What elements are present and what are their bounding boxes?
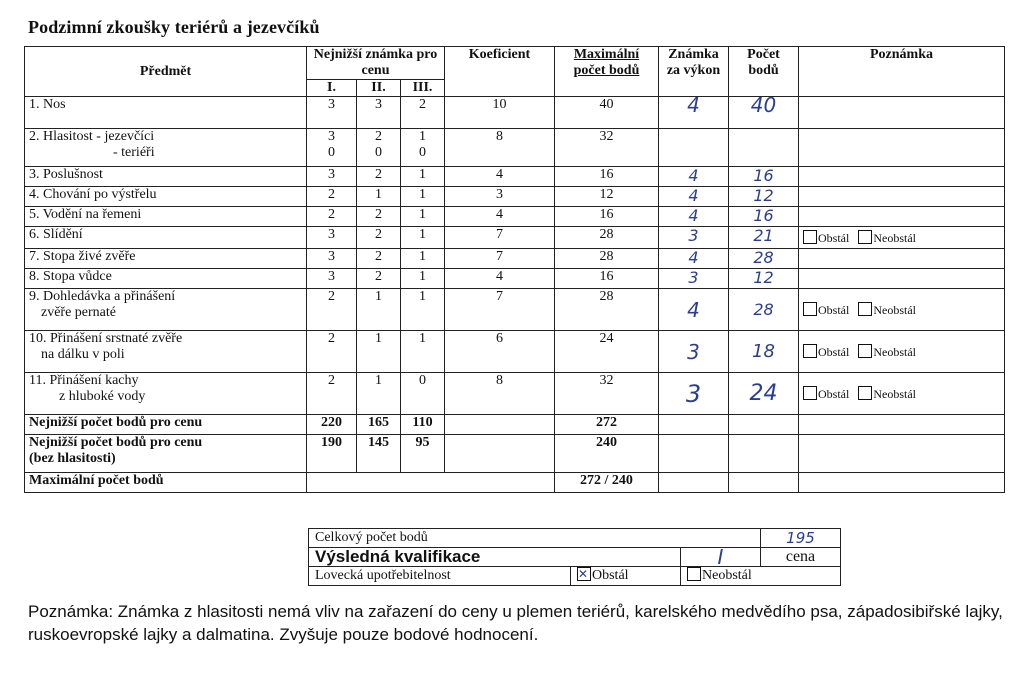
row-subject: 8. Stopa vůdce [25, 269, 307, 289]
empty-cell [729, 435, 799, 473]
table-row [25, 207, 1005, 227]
empty-cell [659, 415, 729, 435]
row-grade-handwritten: 4 [659, 187, 729, 207]
table-row [25, 269, 1005, 289]
row-grade-I: 2 [307, 187, 357, 207]
row-grade-III: 1 [401, 249, 445, 269]
header-subject: Předmět [25, 47, 307, 97]
footnote: Poznámka: Známka z hlasitosti nemá vliv na zařazení do ceny u plemen teriérů, karelského medvědího psa, západosibiřské lajky, ruskoevropské lajky a dalmatina. Zvyšuje pouze bodové hodnocení. [28, 602, 1003, 644]
scores-table [24, 46, 1005, 493]
obstal-checkbox[interactable] [803, 302, 817, 316]
row-subject-line1: 11. Přinášení kachy [29, 373, 139, 388]
empty-cell [307, 473, 555, 493]
row-grade-II: 1 [357, 373, 401, 415]
hunting-neobstal-cell [681, 567, 841, 586]
total-points-label: Celkový počet bodů [309, 529, 761, 548]
row-grade-II: 2 [357, 207, 401, 227]
value: 2 [375, 129, 382, 144]
row-note [799, 97, 1005, 129]
totals-row [25, 415, 1005, 435]
row-grade-handwritten [659, 129, 729, 167]
value: 3 [328, 129, 335, 144]
row-grade-handwritten: 3 [659, 331, 729, 373]
row-grade-I: 2 [307, 289, 357, 331]
row-note-checkboxes [799, 373, 1005, 415]
row-max: 16 [555, 207, 659, 227]
header-max-points: Maximální počet bodů [555, 47, 659, 97]
row-coefficient: 7 [445, 249, 555, 269]
obstal-checkbox[interactable] [803, 386, 817, 400]
empty-cell [659, 473, 729, 493]
row-grade-I: 3 [307, 167, 357, 187]
row-points-handwritten: 24 [729, 373, 799, 415]
row-points-handwritten: 40 [729, 97, 799, 129]
neobstal-label: Neobstál [873, 344, 916, 359]
row-grade-III: 1 [401, 289, 445, 331]
row-grade-II: 1 [357, 289, 401, 331]
row-subject [25, 331, 307, 373]
neobstal-label: Neobstál [873, 386, 916, 401]
row-grade-I [307, 129, 357, 167]
obstal-label: Obstál [818, 386, 850, 401]
row-max: 28 [555, 249, 659, 269]
row-note [799, 167, 1005, 187]
result-table [308, 528, 841, 586]
row-grade-I: 3 [307, 269, 357, 289]
row-max: 28 [555, 227, 659, 249]
row-grade-handwritten: 3 [659, 269, 729, 289]
min-points-I: 220 [307, 415, 357, 435]
table-row [25, 187, 1005, 207]
max-points-label: Maximální počet bodů [25, 473, 307, 493]
page-title: Podzimní zkoušky teriérů a jezevčíků [28, 17, 320, 37]
row-subject-line2: zvěře pernaté [41, 305, 116, 320]
row-grade-III [401, 129, 445, 167]
row-grade-III: 1 [401, 227, 445, 249]
row-coefficient: 10 [445, 97, 555, 129]
table-row [25, 97, 1005, 129]
row-grade-III: 1 [401, 167, 445, 187]
value: 0 [328, 145, 335, 160]
qualification-label: Výsledná kvalifikace [309, 548, 681, 567]
row-grade-handwritten: 4 [659, 249, 729, 269]
row-coefficient: 6 [445, 331, 555, 373]
obstal-label: Obstál [818, 302, 850, 317]
row-coefficient: 4 [445, 207, 555, 227]
qualification-handwritten: I [681, 548, 761, 567]
empty-cell [445, 415, 555, 435]
row-note [799, 207, 1005, 227]
header-note: Poznámka [799, 47, 1005, 97]
row-points-handwritten: 18 [729, 331, 799, 373]
row-max: 16 [555, 167, 659, 187]
row-max: 28 [555, 289, 659, 331]
header-points: Počet bodů [729, 47, 799, 97]
totals-row [25, 435, 1005, 473]
row-coefficient: 7 [445, 227, 555, 249]
min-points-label: Nejnižší počet bodů pro cenu [25, 415, 307, 435]
neobstal-checkbox[interactable] [858, 344, 872, 358]
row-max: 32 [555, 373, 659, 415]
min-points-II: 165 [357, 415, 401, 435]
row-subject: 5. Vodění na řemeni [25, 207, 307, 227]
hunting-obstal-checkbox[interactable] [577, 567, 591, 581]
row-coefficient: 3 [445, 187, 555, 207]
empty-cell [799, 435, 1005, 473]
row-points-handwritten: 16 [729, 207, 799, 227]
header-grade-I: I. [307, 80, 357, 97]
obstal-checkbox[interactable] [803, 344, 817, 358]
header-grade-III: III. [401, 80, 445, 97]
row-subject-line1: 9. Dohledávka a přinášení [29, 289, 176, 304]
totals-row [25, 473, 1005, 493]
row-max: 12 [555, 187, 659, 207]
row-subject: 1. Nos [25, 97, 307, 129]
row-max: 24 [555, 331, 659, 373]
row-grade-handwritten: 4 [659, 207, 729, 227]
row-grade-I: 3 [307, 97, 357, 129]
row-grade-III: 1 [401, 331, 445, 373]
row-note [799, 129, 1005, 167]
empty-cell [729, 473, 799, 493]
obstal-label: Obstál [818, 344, 850, 359]
row-grade-II: 2 [357, 249, 401, 269]
row-grade-I: 3 [307, 249, 357, 269]
min-points-III: 110 [401, 415, 445, 435]
row-points-handwritten: 16 [729, 167, 799, 187]
row-coefficient: 8 [445, 129, 555, 167]
row-subject-line2: z hluboké vody [59, 389, 146, 404]
row-note-checkboxes [799, 227, 1005, 249]
neobstal-checkbox[interactable] [858, 302, 872, 316]
value: 0 [375, 145, 382, 160]
row-grade-II: 2 [357, 269, 401, 289]
nohl-II: 145 [357, 435, 401, 473]
row-subject: 3. Poslušnost [25, 167, 307, 187]
row-grade-III: 0 [401, 373, 445, 415]
row-coefficient: 8 [445, 373, 555, 415]
hunting-obstal-label: Obstál [592, 568, 629, 583]
row-grade-III: 1 [401, 269, 445, 289]
row-subject [25, 289, 307, 331]
row-subject [25, 129, 307, 167]
row-subject: 7. Stopa živé zvěře [25, 249, 307, 269]
row-grade-handwritten: 4 [659, 97, 729, 129]
row-points-handwritten: 12 [729, 269, 799, 289]
row-note-checkboxes [799, 331, 1005, 373]
header-grade-II: II. [357, 80, 401, 97]
row-grade-III: 1 [401, 207, 445, 227]
row-max: 40 [555, 97, 659, 129]
value: 1 [419, 129, 426, 144]
table-row [25, 373, 1005, 415]
row-grade-handwritten: 4 [659, 167, 729, 187]
empty-cell [729, 415, 799, 435]
table-row [25, 129, 1005, 167]
row-points-handwritten: 28 [729, 289, 799, 331]
row-grade-II: 3 [357, 97, 401, 129]
row-grade-II: 1 [357, 331, 401, 373]
row-subject: 4. Chování po výstřelu [25, 187, 307, 207]
empty-cell [799, 473, 1005, 493]
empty-cell [445, 435, 555, 473]
neobstal-checkbox[interactable] [858, 230, 872, 244]
row-points-handwritten [729, 129, 799, 167]
total-points-handwritten: 195 [761, 529, 841, 548]
hunting-neobstal-label: Neobstál [702, 568, 752, 583]
empty-cell [799, 415, 1005, 435]
row-max: 16 [555, 269, 659, 289]
row-subject-line1: 10. Přinášení srstnaté zvěře [29, 331, 183, 346]
row-subject [25, 373, 307, 415]
row-subject-line1: 2. Hlasitost - jezevčíci [29, 129, 155, 144]
row-grade-I: 2 [307, 207, 357, 227]
qualification-suffix: cena [761, 548, 841, 567]
row-note [799, 249, 1005, 269]
row-note-checkboxes [799, 289, 1005, 331]
row-subject-line2: - teriéři [113, 145, 155, 160]
row-grade-I: 2 [307, 331, 357, 373]
obstal-checkbox[interactable] [803, 230, 817, 244]
row-subject-line2: na dálku v poli [41, 347, 125, 362]
hunting-neobstal-checkbox[interactable] [687, 567, 701, 581]
nohl-I: 190 [307, 435, 357, 473]
row-grade-handwritten: 4 [659, 289, 729, 331]
row-grade-II: 2 [357, 227, 401, 249]
header-min-grade: Nejnižší známka pro cenu [307, 47, 445, 80]
header-performance: Známka za výkon [659, 47, 729, 97]
value: 0 [419, 145, 426, 160]
neobstal-checkbox[interactable] [858, 386, 872, 400]
table-row [25, 227, 1005, 249]
row-points-handwritten: 21 [729, 227, 799, 249]
row-note [799, 187, 1005, 207]
label-line1: Nejnižší počet bodů pro cenu [29, 435, 203, 450]
row-grade-II: 2 [357, 167, 401, 187]
row-points-handwritten: 12 [729, 187, 799, 207]
hunting-label: Lovecká upotřebitelnost [309, 567, 571, 586]
row-grade-II: 1 [357, 187, 401, 207]
table-row [25, 289, 1005, 331]
neobstal-label: Neobstál [873, 302, 916, 317]
row-coefficient: 4 [445, 269, 555, 289]
label-line2: (bez hlasitosti) [29, 451, 116, 466]
row-note [799, 269, 1005, 289]
nohl-III: 95 [401, 435, 445, 473]
header-coefficient: Koeficient [445, 47, 555, 97]
row-max: 32 [555, 129, 659, 167]
row-grade-III: 1 [401, 187, 445, 207]
min-points-nohl-label [25, 435, 307, 473]
row-subject: 6. Slídění [25, 227, 307, 249]
table-row [25, 331, 1005, 373]
table-row [25, 249, 1005, 269]
row-grade-handwritten: 3 [659, 373, 729, 415]
row-grade-I: 3 [307, 227, 357, 249]
row-grade-I: 2 [307, 373, 357, 415]
row-grade-II [357, 129, 401, 167]
table-row [25, 167, 1005, 187]
empty-cell [659, 435, 729, 473]
hunting-obstal-cell [571, 567, 681, 586]
obstal-label: Obstál [818, 230, 850, 245]
row-grade-handwritten: 3 [659, 227, 729, 249]
row-grade-III: 2 [401, 97, 445, 129]
row-coefficient: 7 [445, 289, 555, 331]
neobstal-label: Neobstál [873, 230, 916, 245]
nohl-max: 240 [555, 435, 659, 473]
row-points-handwritten: 28 [729, 249, 799, 269]
max-points-value: 272 / 240 [555, 473, 659, 493]
row-coefficient: 4 [445, 167, 555, 187]
min-points-max: 272 [555, 415, 659, 435]
